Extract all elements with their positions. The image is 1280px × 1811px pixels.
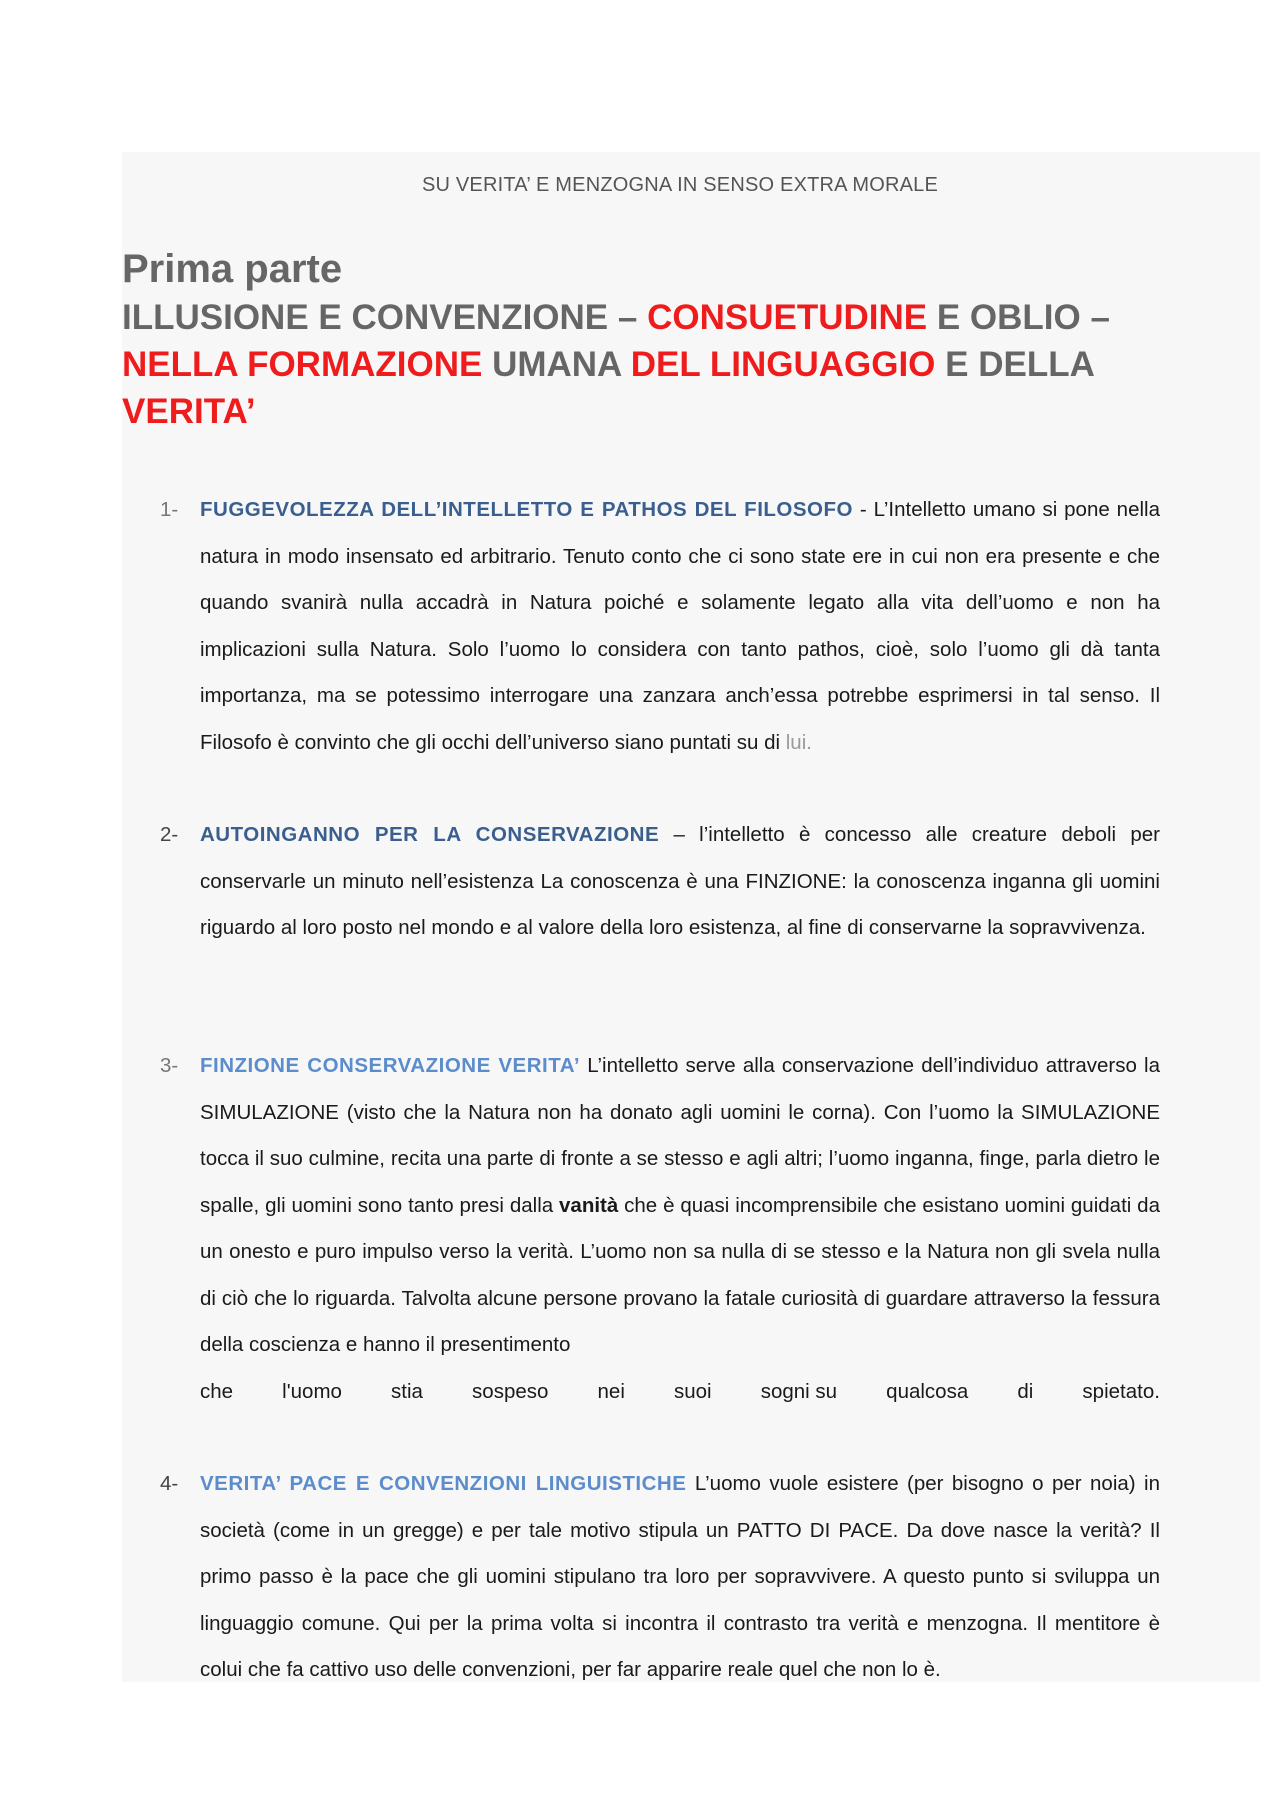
point-last-line: [200, 1369, 1160, 1416]
point-number: 1-: [160, 498, 179, 521]
subtitle-highlight: NELLA FORMAZIONE: [122, 345, 483, 384]
word: l'uomo: [282, 1379, 342, 1403]
point-body: [200, 1043, 1160, 1369]
word: qualcosa: [886, 1379, 969, 1403]
point-emphasis: vanità: [559, 1193, 619, 1217]
point-text: - L’Intelletto umano si pone nella natura in modo insensato ed arbitrario. Tenuto conto che ci sono state ere in cui non era presente e che quando svanirà nulla accadrà in Natura poiché e solamente legato alla vita dell’uomo e non ha implicazioni sulla Natura. Solo l’uomo lo considera con tanto pathos, cioè, solo l’uomo gli dà tanta importanza, ma se potessimo interrogare una zanzara anch’essa potrebbe esprimersi in tal senso. Il Filosofo è convinto che gli occhi dell’universo siano puntati su di: [200, 498, 1160, 754]
subtitle-highlight: CONSUETUDINE: [647, 298, 928, 337]
section-title: Prima parte: [122, 247, 343, 291]
point-body: [200, 812, 1160, 952]
document-title: SU VERITA’ E MENZOGNA IN SENSO EXTRA MORALE: [421, 174, 939, 196]
point-2: [160, 812, 1160, 952]
point-text: L’intelletto serve alla conservazione dell’individuo attraverso la SIMULAZIONE (visto che la Natura non ha donato agli uomini le corna). Con l’uomo la SIMULAZIONE tocca il suo culmine, recita una parte di fronte a se stesso e agli altri; l’uomo inganna, finge, parla dietro le spalle, gli uomini sono tanto presi dalla: [200, 1054, 1160, 1217]
word: spietato.: [1082, 1379, 1160, 1403]
point-text: che è quasi incomprensibile che esistano uomini guidati da un onesto e puro impulso verso la verità. L’uomo non sa nulla di se stesso e la Natura non gli svela nulla di ciò che lo riguarda. Talvolta alcune persone provano la fatale curiosità di guardare attraverso la fessura della coscienza e hanno il presentimento: [200, 1193, 1160, 1356]
point-number: 2-: [160, 823, 179, 846]
subtitle-part: UMANA: [482, 345, 631, 384]
word: che: [200, 1379, 234, 1403]
point-body: [200, 1461, 1160, 1694]
point-4: [160, 1461, 1160, 1694]
point-text-tail: lui.: [785, 730, 812, 754]
point-number: 3-: [160, 1054, 179, 1077]
word: suoi: [673, 1379, 712, 1403]
word: stia: [391, 1379, 423, 1403]
point-1: [160, 487, 1160, 766]
word: nei: [597, 1379, 625, 1403]
subtitle-part: E DELLA: [935, 345, 1095, 384]
point-number: 4-: [160, 1472, 179, 1495]
subtitle-highlight: VERITA’: [122, 392, 256, 431]
word: sogni su: [760, 1379, 838, 1403]
section-subtitle: [122, 294, 1132, 435]
point-text: – l’intelletto è concesso alle creature deboli per conservarle un minuto nell’esistenza La conoscenza è una FINZIONE: la conoscenza inganna gli uomini riguardo al loro posto nel mondo e al valore della loro esistenza, al fine di conservarne la sopravvivenza.: [200, 823, 1160, 939]
subtitle-part: E OBLIO –: [927, 298, 1110, 337]
point-heading: VERITA’ PACE E CONVENZIONI LINGUISTICHE: [200, 1472, 687, 1495]
point-heading: AUTOINGANNO PER LA CONSERVAZIONE: [200, 823, 660, 846]
point-body: [200, 487, 1160, 766]
subtitle-part: ILLUSIONE E CONVENZIONE –: [122, 298, 648, 337]
word: sospeso: [472, 1379, 549, 1403]
word: di: [1017, 1379, 1034, 1403]
point-text: L’uomo vuole esistere (per bisogno o per noia) in società (come in un gregge) e per tale motivo stipula un PATTO DI PACE. Da dove nasce la verità? Il primo passo è la pace che gli uomini stipulano tra loro per sopravvivere. A questo punto si sviluppa un linguaggio comune. Qui per la prima volta si incontra il contrasto tra verità e menzogna. Il mentitore è colui che fa cattivo uso delle convenzioni, per far apparire reale quel che non lo è.: [200, 1472, 1160, 1681]
point-heading: FINZIONE CONSERVAZIONE VERITA’: [200, 1054, 581, 1077]
point-3: [160, 1043, 1160, 1415]
subtitle-highlight: DEL LINGUAGGIO: [630, 345, 936, 384]
point-heading: FUGGEVOLEZZA DELL’INTELLETTO E PATHOS DEL FILOSOFO: [200, 498, 853, 521]
